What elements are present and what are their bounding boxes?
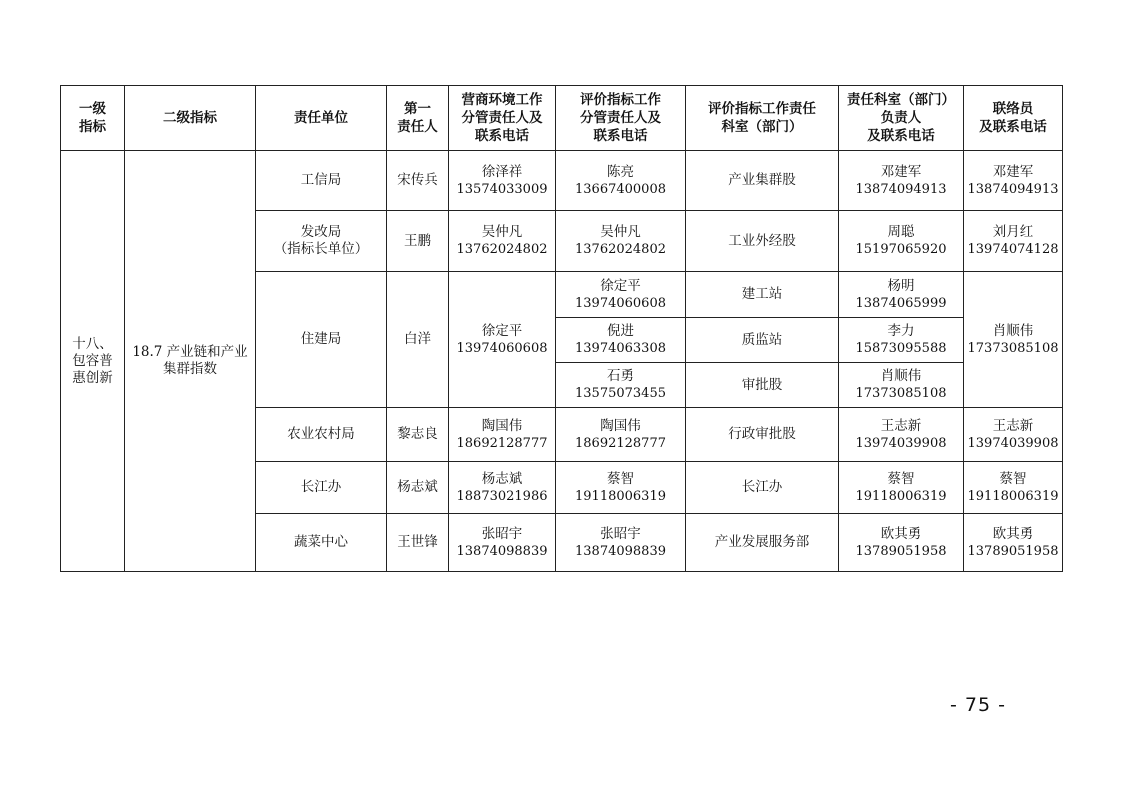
header-biz-env: 营商环境工作 分管责任人及 联系电话 xyxy=(449,86,556,151)
biz-cell: 陶国伟 18692128777 xyxy=(449,408,556,462)
dept-head-cell: 肖顺伟 17373085108 xyxy=(839,363,964,408)
unit-cell: 发改局 （指标长单位） xyxy=(256,211,387,272)
leader-cell: 王世锋 xyxy=(387,514,449,572)
dept-cell: 工业外经股 xyxy=(686,211,839,272)
eval-cell: 吴仲凡 13762024802 xyxy=(556,211,686,272)
leader-cell: 王鹏 xyxy=(387,211,449,272)
leader-cell: 宋传兵 xyxy=(387,151,449,211)
dept-cell: 产业集群股 xyxy=(686,151,839,211)
dept-head-cell: 王志新 13974039908 xyxy=(839,408,964,462)
contact-cell: 王志新 13974039908 xyxy=(964,408,1063,462)
biz-cell: 杨志斌 18873021986 xyxy=(449,462,556,514)
level1-indicator: 十八、 包容普 惠创新 xyxy=(61,151,125,572)
biz-cell: 徐泽祥 13574033009 xyxy=(449,151,556,211)
unit-cell: 农业农村局 xyxy=(256,408,387,462)
eval-cell: 倪进 13974063308 xyxy=(556,318,686,363)
dept-head-cell: 杨明 13874065999 xyxy=(839,272,964,318)
unit-cell: 长江办 xyxy=(256,462,387,514)
leader-cell: 杨志斌 xyxy=(387,462,449,514)
unit-cell: 蔬菜中心 xyxy=(256,514,387,572)
eval-cell: 石勇 13575073455 xyxy=(556,363,686,408)
header-dept-head: 责任科室（部门） 负责人 及联系电话 xyxy=(839,86,964,151)
contact-cell: 邓建军 13874094913 xyxy=(964,151,1063,211)
contact-cell: 肖顺伟 17373085108 xyxy=(964,272,1063,408)
header-eval-indicator: 评价指标工作 分管责任人及 联系电话 xyxy=(556,86,686,151)
dept-cell: 审批股 xyxy=(686,363,839,408)
level2-indicator: 18.7 产业链和产业 集群指数 xyxy=(125,151,256,572)
responsibility-table xyxy=(60,85,1063,572)
unit-cell: 工信局 xyxy=(256,151,387,211)
header-leader: 第一 责任人 xyxy=(387,86,449,151)
dept-head-cell: 蔡智 19118006319 xyxy=(839,462,964,514)
contact-cell: 欧其勇 13789051958 xyxy=(964,514,1063,572)
dept-head-cell: 邓建军 13874094913 xyxy=(839,151,964,211)
biz-cell: 张昭宇 13874098839 xyxy=(449,514,556,572)
header-level1: 一级 指标 xyxy=(61,86,125,151)
biz-cell: 徐定平 13974060608 xyxy=(449,272,556,408)
biz-cell: 吴仲凡 13762024802 xyxy=(449,211,556,272)
eval-cell: 蔡智 19118006319 xyxy=(556,462,686,514)
dept-cell: 建工站 xyxy=(686,272,839,318)
dept-cell: 质监站 xyxy=(686,318,839,363)
header-row xyxy=(61,86,1063,151)
dept-cell: 长江办 xyxy=(686,462,839,514)
leader-cell: 白洋 xyxy=(387,272,449,408)
page-number: - 75 - xyxy=(950,694,1006,716)
contact-cell: 刘月红 13974074128 xyxy=(964,211,1063,272)
eval-cell: 陈亮 13667400008 xyxy=(556,151,686,211)
dept-cell: 产业发展服务部 xyxy=(686,514,839,572)
dept-head-cell: 欧其勇 13789051958 xyxy=(839,514,964,572)
eval-cell: 陶国伟 18692128777 xyxy=(556,408,686,462)
header-dept: 评价指标工作责任 科室（部门） xyxy=(686,86,839,151)
leader-cell: 黎志良 xyxy=(387,408,449,462)
contact-cell: 蔡智 19118006319 xyxy=(964,462,1063,514)
dept-head-cell: 周聪 15197065920 xyxy=(839,211,964,272)
eval-cell: 徐定平 13974060608 xyxy=(556,272,686,318)
dept-head-cell: 李力 15873095588 xyxy=(839,318,964,363)
header-level2: 二级指标 xyxy=(125,86,256,151)
eval-cell: 张昭宇 13874098839 xyxy=(556,514,686,572)
dept-cell: 行政审批股 xyxy=(686,408,839,462)
header-contact: 联络员 及联系电话 xyxy=(964,86,1063,151)
unit-cell: 住建局 xyxy=(256,272,387,408)
header-unit: 责任单位 xyxy=(256,86,387,151)
table-row xyxy=(61,151,1063,211)
